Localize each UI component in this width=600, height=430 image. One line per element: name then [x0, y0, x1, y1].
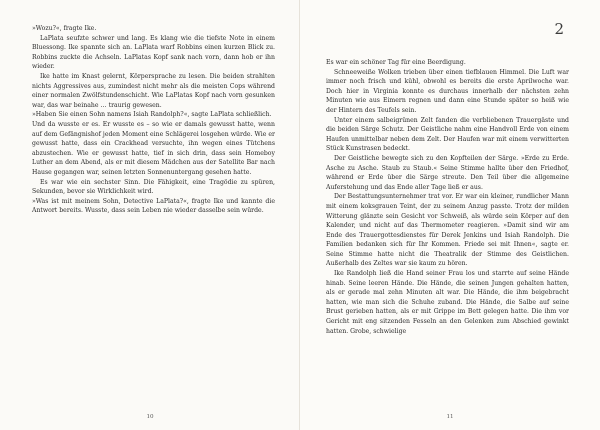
right-page [300, 0, 600, 430]
chapter-number: 2 [554, 20, 564, 38]
paragraph: Und da wusste er es. Er wusste es – so wie er damals gewusst hatte, wenn auf dem Gefängnishof jeden Moment eine Schlägerei losgehen würde. Wie er gewusst hatte, dass ein Crackhead versuchte, ihn wegen eines Tütchens abzustechen. Wie er gewusst hatte, tief in sich drin, dass sein Homeboy Luther an dem Abend, als er mit diesem Mädchen aus der Satellite Bar nach Hause gegangen war, seinen letzten Sonnenuntergang gesehen hatte. [32, 120, 275, 176]
page-number: 11 [446, 414, 454, 420]
right-page-text [326, 58, 569, 336]
paragraph: Es war wie ein sechster Sinn. Die Fähigkeit, eine Tragödie zu spüren, Sekunden, bevor sie Wirklichkeit wird. [32, 178, 275, 196]
paragraph: Ike hatte im Knast gelernt, Körpersprache zu lesen. Die beiden strahlten nichts Aggressives aus, zumindest nicht mehr als die meisten Cops während einer normalen Zwölfstundenschicht. Wie LaPlatas Kopf nach vorn gesunken war, das war beinahe … traurig gewesen. [32, 72, 275, 109]
paragraph: »Haben Sie einen Sohn namens Isiah Randolph?«, sagte LaPlata schließlich. [32, 111, 272, 119]
left-page-text [32, 24, 275, 216]
paragraph: Ike Randolph ließ die Hand seiner Frau los und starrte auf seine Hände hinab. Seine leeren Hände. Die Hände, die seinen Jungen gehalten hatten, als er gerade mal zehn Minuten alt war. Die Hände, die ihm beigebracht hatten, wie man sich die Schuhe zuband. Die Hände, die Salbe auf seine Brust gerieben hatten, als er mit Grippe im Bett gelegen hatte. Die ihm vor Gericht mit eng sitzenden Fesseln an den Gelenken zum Abschied gewinkt hatten. Grobe, schwielige [326, 270, 569, 335]
page-number: 10 [146, 414, 154, 420]
paragraph: Der Bestattungsunternehmer trat vor. Er war ein kleiner, rundlicher Mann mit einem koksgrauen Teint, der zu seinem Anzug passte. Trotz der milden Witterung glänzte sein Gesicht vor Schweiß, als würde sein Körper auf den Kalender, und nicht auf das Thermometer reagieren. »Damit sind wir am Ende des Trauergottesdienstes für Derek Jenkins und Isiah Randolph. Die Familien bedanken sich für Ihr Kommen. Friede sei mit Ihnen«, sagte er. Seine Stimme hatte nicht die Theatralik der Stimme des Geistlichen. Außerhalb des Zeltes war sie kaum zu hören. [326, 193, 569, 268]
paragraph: Schneeweiße Wolken trieben über einen tiefblauen Himmel. Die Luft war immer noch frisch und kühl, obwohl es bereits die erste Aprilwoche war. Doch hier in Virginia konnte es durchaus innerhalb der nächsten zehn Minuten wie aus Eimern regnen und dann eine Stunde später so heiß wie der Hintern des Teufels sein. [326, 68, 569, 114]
paragraph: »Wozu?«, fragte Ike. [32, 25, 97, 32]
paragraph: Es war ein schöner Tag für eine Beerdigung. [326, 59, 466, 66]
paragraph: Unter einem salbeigrünen Zelt fanden die verbliebenen Trauergäste und die beiden Särge Schutz. Der Geistliche nahm eine Handvoll Erde von einem Haufen unmittelbar neben dem Zelt. Der Haufen war mit einem verwitterten Stück Kunstrasen bedeckt. [326, 116, 569, 153]
paragraph: Der Geistliche bewegte sich zu den Kopfteilen der Särge. »Erde zu Erde. Asche zu Asche. Staub zu Staub.« Seine Stimme hallte über den Friedhof, während er Erde über die Särge streute. Den Teil über die allgemeine Auferstehung und das Ende aller Tage ließ er aus. [326, 154, 569, 191]
paragraph: »Was ist mit meinem Sohn, Detective LaPlata?«, fragte Ike und kannte die Antwort bereits. Wusste, dass sein Leben nie wieder dasselbe sein würde. [32, 197, 275, 215]
paragraph: LaPlata seufzte schwer und lang. Es klang wie die tiefste Note in einem Bluessong. Ike spannte sich an. LaPlata warf Robbins einen kurzen Blick zu. Robbins zuckte die Achseln. LaPlatas Kopf sank nach vorn, dann hob er ihn wieder. [32, 34, 275, 71]
